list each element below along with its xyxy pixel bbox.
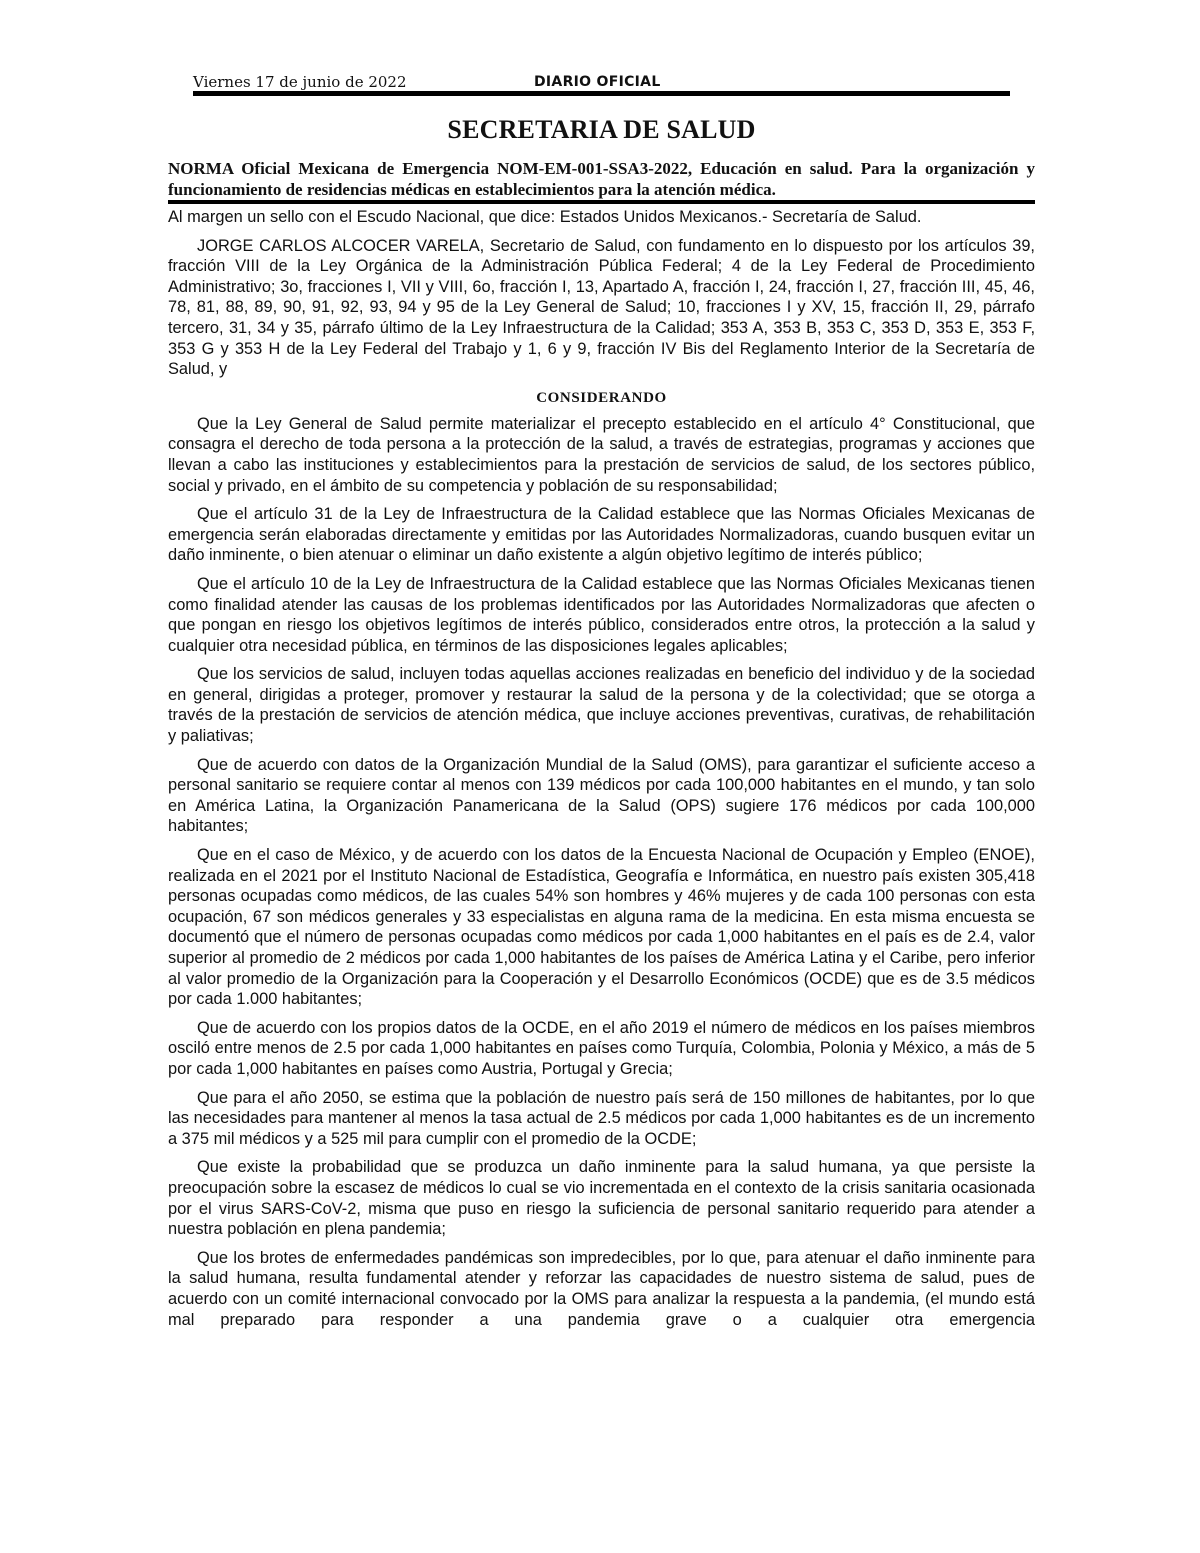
header-publication: DIARIO OFICIAL bbox=[534, 74, 661, 90]
paragraph-continued: Que los brotes de enfermedades pandémicas son impredecibles, por lo que, para atenuar el daño inminente para la salud humana, resulta fundamental atender y reforzar las capacidades de nuestro sistema de salud, pues de acuerdo con un comité internacional convocado por la OMS para analizar la respuesta a la pandemia, (el mundo está mal preparado para responder a una pandemia grave o a cualquier otra emergencia bbox=[168, 1248, 1035, 1329]
title-rule bbox=[168, 200, 1035, 204]
paragraph: Que la Ley General de Salud permite materializar el precepto establecido en el artículo 4° Constitucional, que consagra el derecho de toda persona a la protección de la salud, a través de estrategias, programas y acciones que llevan a cabo las instituciones y establecimientos para la prestación de servicios de salud, de los sectores público, social y privado, en el ámbito de su competencia y población de su responsabilidad; bbox=[168, 414, 1035, 495]
paragraph: Que para el año 2050, se estima que la población de nuestro país será de 150 millones de habitantes, por lo que las necesidades para mantener al menos la tasa actual de 2.5 médicos por cada 1,000 habitantes es de un incremento a 375 mil médicos y a 525 mil para cumplir con el promedio de la OCDE; bbox=[168, 1088, 1035, 1148]
header-rule bbox=[193, 91, 1010, 96]
considerando-heading: CONSIDERANDO bbox=[536, 389, 667, 406]
seal-note: Al margen un sello con el Escudo Nacional, que dice: Estados Unidos Mexicanos.- Secretaría de Salud. bbox=[168, 208, 922, 226]
paragraph: Que los servicios de salud, incluyen todas aquellas acciones realizadas en beneficio del individuo y de la sociedad en general, dirigidas a proteger, promover y restaurar la salud de la persona y de la colectividad; que se otorga a través de la prestación de servicios de atención médica, que incluye acciones preventivas, curativas, de rehabilitación y paliativas; bbox=[168, 665, 1035, 746]
document-body bbox=[168, 207, 1035, 1338]
preamble-paragraph: JORGE CARLOS ALCOCER VARELA, Secretario de Salud, con fundamento en lo dispuesto por los artículos 39, fracción VIII de la Ley Orgánica de la Administración Pública Federal; 4 de la Ley Federal de Procedimiento Administrativo; 3o, fracciones I, VII y VIII, 6o, fracción I, 13, Apartado A, fracción I, 24, fracción I, 27, fracción III, 45, 46, 78, 81, 88, 89, 90, 91, 92, 93, 94 y 95 de la Ley General de Salud; 10, fracciones I y XV, 15, fracción II, 29, párrafo tercero, 31, 34 y 35, párrafo último de la Ley Infraestructura de la Calidad; 353 A, 353 B, 353 C, 353 D, 353 E, 353 F, 353 G y 353 H de la Ley Federal del Trabajo y 1, 6 y 9, fracción IV Bis del Reglamento Interior de la Secretaría de Salud, y bbox=[168, 236, 1035, 379]
section-title: SECRETARIA DE SALUD bbox=[447, 115, 756, 144]
paragraph: Que el artículo 31 de la Ley de Infraestructura de la Calidad establece que las Normas Oficiales Mexicanas de emergencia serán elaboradas directamente y emitidas por las Autoridades Normalizadoras, cuando busquen evitar un daño inminente, o bien atenuar o eliminar un daño existente a algún objetivo legítimo de interés público; bbox=[168, 505, 1035, 565]
paragraph: Que de acuerdo con los propios datos de la OCDE, en el año 2019 el número de médicos en los países miembros osciló entre menos de 2.5 por cada 1,000 habitantes en países como Turquía, Colombia, Polonia y México, a más de 5 por cada 1,000 habitantes en países como Austria, Portugal y Grecia; bbox=[168, 1018, 1035, 1078]
paragraph: Que el artículo 10 de la Ley de Infraestructura de la Calidad establece que las Normas Oficiales Mexicanas tienen como finalidad atender las causas de los problemas identificados por las Autoridades Normalizadoras que afecten o que pongan en riesgo los objetivos legítimos de interés público, considerados entre otros, la protección a la salud y cualquier otra necesidad pública, en términos de las disposiciones legales aplicables; bbox=[168, 574, 1035, 655]
paragraph: Que en el caso de México, y de acuerdo con los datos de la Encuesta Nacional de Ocupación y Empleo (ENOE), realizada en el 2021 por el Instituto Nacional de Estadística, Geografía e Informática, en nuestro país existen 305,418 personas ocupadas como médicos, de las cuales 54% son hombres y 46% mujeres y de cada 100 personas con esta ocupación, 67 son médicos generales y 33 especialistas en alguna rama de la medicina. En esta misma encuesta se documentó que el número de personas ocupadas como médicos por cada 1,000 habitantes en el país es de 2.4, valor superior al promedio de 2 médicos por cada 1,000 habitantes de los países de América Latina y el Caribe, pero inferior al valor promedio de la Organización para la Cooperación y el Desarrollo Económicos (OCDE) que es de 3.5 médicos por cada 1.000 habitantes; bbox=[168, 846, 1035, 1009]
norm-title: NORMA Oficial Mexicana de Emergencia NOM-EM-001-SSA3-2022, Educación en salud. Para la organización y funcionamiento de residencias médicas en establecimientos para la atención médica. bbox=[168, 159, 1035, 199]
paragraph: Que de acuerdo con datos de la Organización Mundial de la Salud (OMS), para garantizar el suficiente acceso a personal sanitario se requiere contar al menos con 139 médicos por cada 100,000 habitantes en el mundo, y tan solo en América Latina, la Organización Panamericana de la Salud (OPS) sugiere 176 médicos por cada 100,000 habitantes; bbox=[168, 755, 1035, 836]
paragraph: Que existe la probabilidad que se produzca un daño inminente para la salud humana, ya que persiste la preocupación sobre la escasez de médicos lo cual se vio incrementada en el contexto de la crisis sanitaria ocasionada por el virus SARS-CoV-2, misma que puso en riesgo la suficiencia de personal sanitario requerido para atender a nuestra población en plena pandemia; bbox=[168, 1158, 1035, 1239]
header-date: Viernes 17 de junio de 2022 bbox=[193, 73, 407, 91]
